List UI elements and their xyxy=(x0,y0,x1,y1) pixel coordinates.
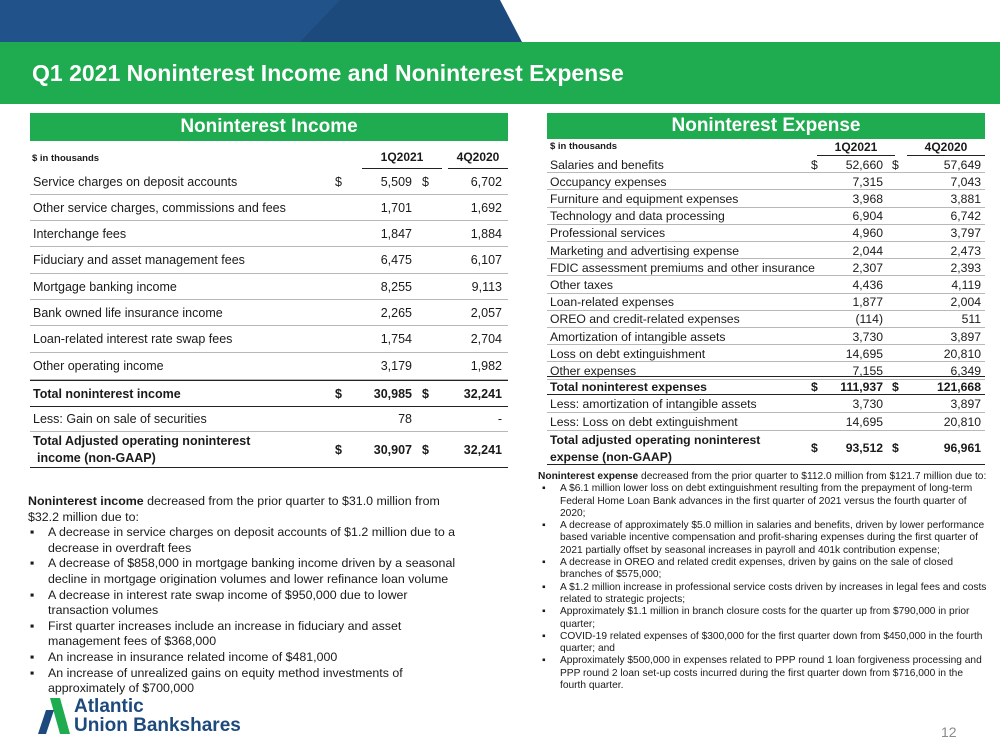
income-row-value: 9,113 xyxy=(471,279,502,294)
income-row-value: 30,907 xyxy=(373,442,412,457)
income-row-value: 6,475 xyxy=(380,253,412,267)
expense-row-value: 4,436 xyxy=(852,277,883,292)
expense-row xyxy=(547,208,985,225)
income-row-value: 32,241 xyxy=(463,387,502,401)
income-row xyxy=(30,169,508,195)
expense-row-value: 6,349 xyxy=(950,363,981,378)
expense-col-1q2021: 1Q2021 xyxy=(817,140,895,156)
expense-col-4q2020: 4Q2020 xyxy=(907,140,985,156)
expense-row-label: Other taxes xyxy=(550,277,613,292)
income-row xyxy=(30,221,508,247)
expense-row-label: Total noninterest expenses xyxy=(550,379,707,394)
expense-bullet: ▪ A $6.1 million lower loss on debt extinguishment resulting from the prepayment of long-term Federal Home Loan Bank advances in the first quarter of 2021 versus the fourth quarter of 2020; xyxy=(540,483,988,520)
expense-section-header: Noninterest Expense xyxy=(547,113,985,139)
income-row-value: 6,702 xyxy=(470,174,502,189)
income-bullet: ▪ A decrease in service charges on deposit accounts of $1.2 million due to a decrease in overdraft fees xyxy=(28,525,468,556)
expense-row-value: 111,937 xyxy=(840,379,883,394)
expense-row xyxy=(547,345,985,362)
expense-row-value: 57,649 xyxy=(943,157,981,172)
expense-row-currency: $ xyxy=(892,157,899,172)
expense-row-label: Professional services xyxy=(550,226,666,241)
expense-row-value: 3,797 xyxy=(950,226,981,241)
expense-row-value: 52,660 xyxy=(845,157,883,172)
expense-row-currency: $ xyxy=(892,441,899,455)
expense-row-currency: $ xyxy=(811,157,818,172)
expense-bullet-list xyxy=(538,483,988,692)
income-row-label: Other operating income xyxy=(33,359,164,373)
expense-row xyxy=(547,259,985,276)
income-row-value: 1,692 xyxy=(470,200,502,215)
expense-row-value: 511 xyxy=(961,312,981,327)
income-col-1q2021: 1Q2021 xyxy=(362,150,442,169)
income-row xyxy=(30,274,508,300)
expense-row-label-line: Total adjusted operating noninterest xyxy=(550,433,761,447)
income-row-label: Total noninterest income xyxy=(33,387,181,401)
expense-row-value: 2,473 xyxy=(950,243,981,258)
income-row-currency: $ xyxy=(335,387,342,401)
expense-row-value: 4,119 xyxy=(951,277,981,292)
income-row xyxy=(30,432,508,468)
income-row-value: 2,704 xyxy=(470,332,502,346)
expense-row-currency: $ xyxy=(892,379,899,394)
income-row-currency: $ xyxy=(335,174,342,189)
expense-row-label: Salaries and benefits xyxy=(550,157,664,172)
expense-row xyxy=(547,311,985,328)
expense-row-value: 2,307 xyxy=(852,260,883,275)
expense-row xyxy=(547,395,985,413)
income-row-value: 3,179 xyxy=(380,359,412,373)
expense-bullet: ▪ COVID-19 related expenses of $300,000 for the first quarter down from $450,000 in the fourth quarter; and xyxy=(540,631,988,656)
income-row-label: Other service charges, commissions and fees xyxy=(33,200,286,215)
income-row-value: 32,241 xyxy=(463,442,502,457)
income-row-label-line: income (non-GAAP) xyxy=(37,451,156,465)
expense-row-label: Loss on debt extinguishment xyxy=(550,346,706,361)
expense-row-value: 96,961 xyxy=(943,441,981,455)
expense-row-value: 4,960 xyxy=(852,226,883,241)
expense-row xyxy=(547,376,985,395)
income-bullet: ▪ An increase of unrealized gains on equity method investments of approximately of $700,000 xyxy=(28,666,468,697)
income-row xyxy=(30,300,508,326)
income-col-4q2020: 4Q2020 xyxy=(448,150,508,169)
income-row-currency: $ xyxy=(422,174,429,189)
expense-commentary-lead: Noninterest expense decreased from the prior quarter to $112.0 million from $121.7 million due to: xyxy=(538,471,987,482)
income-row-value: 1,884 xyxy=(470,226,502,241)
income-row xyxy=(30,353,508,380)
expense-row-label: OREO and credit-related expenses xyxy=(550,312,740,327)
logo-mark-icon xyxy=(36,696,72,736)
income-row-currency: $ xyxy=(335,442,342,457)
expense-row-value: 3,897 xyxy=(950,397,981,411)
income-section-header: Noninterest Income xyxy=(30,113,508,141)
expense-row xyxy=(547,276,985,293)
income-row-value: 6,107 xyxy=(470,253,502,267)
income-row xyxy=(30,407,508,432)
income-row-label: Service charges on deposit accounts xyxy=(33,174,238,189)
expense-bullet: ▪ A decrease in OREO and related credit expenses, driven by gains on the sale of closed branches of $575,000; xyxy=(540,557,988,582)
logo-line-2: Union Bankshares xyxy=(74,715,241,736)
expense-row-label-line: expense (non-GAAP) xyxy=(550,450,672,464)
income-commentary xyxy=(28,494,468,697)
expense-row-value: 6,742 xyxy=(950,209,981,224)
income-units-label: $ in thousands xyxy=(32,153,100,164)
expense-bullet: ▪ Approximately $1.1 million in branch closure costs for the quarter up from $790,000 in prior quarter; xyxy=(540,606,988,631)
income-row-label xyxy=(33,433,250,467)
expense-bullet: ▪ Approximately $500,000 in expenses related to PPP round 1 loan forgiveness processing and PPP round 2 loan set-up costs incurred during the first quarter down from $716,000 in the fourth quarter. xyxy=(540,655,988,692)
income-commentary-lead: Noninterest income decreased from the prior quarter to $31.0 million from $32.2 million due to: xyxy=(28,494,440,524)
expense-row-label: Loan-related expenses xyxy=(550,295,674,310)
income-row-value: 1,754 xyxy=(380,332,412,346)
income-row-value: 78 xyxy=(398,412,412,426)
expense-commentary xyxy=(538,471,988,692)
expense-row-label: Furniture and equipment expenses xyxy=(550,191,739,206)
income-bullet: ▪ A decrease of $858,000 in mortgage banking income driven by a seasonal decline in mortgage origination volumes and lower refinance loan volume xyxy=(28,556,468,587)
expense-row-value: 2,044 xyxy=(852,243,883,258)
expense-units-label: $ in thousands xyxy=(550,141,618,152)
expense-row-label: Less: Loss on debt extinguishment xyxy=(550,415,738,429)
income-row-value: - xyxy=(497,412,502,426)
expense-row-value: 3,897 xyxy=(950,329,981,344)
expense-row xyxy=(547,431,985,465)
expense-table xyxy=(547,139,985,469)
expense-row xyxy=(547,156,985,173)
expense-row-value: 7,315 xyxy=(852,174,883,189)
expense-row-value: 20,810 xyxy=(943,346,981,361)
expense-row-label: Amortization of intangible assets xyxy=(550,329,726,344)
income-row-label: Bank owned life insurance income xyxy=(33,305,223,320)
expense-row-value: 3,730 xyxy=(852,329,883,344)
income-row-value: 1,982 xyxy=(470,359,502,373)
income-row-value: 8,255 xyxy=(380,279,412,294)
income-row xyxy=(30,326,508,353)
expense-row-label: FDIC assessment premiums and other insurance xyxy=(550,260,815,275)
expense-row-value: 3,881 xyxy=(950,191,981,206)
expense-row-value: 121,668 xyxy=(936,379,981,394)
expense-row-value: 3,968 xyxy=(852,191,883,206)
income-row xyxy=(30,195,508,221)
expense-row-label: Occupancy expenses xyxy=(550,174,667,189)
income-bullet: ▪ An increase in insurance related income of $481,000 xyxy=(28,650,468,666)
income-row-label: Mortgage banking income xyxy=(33,279,177,294)
expense-row-value: 7,043 xyxy=(950,174,981,189)
income-bullet: ▪ A decrease in interest rate swap income of $950,000 due to lower transaction volumes xyxy=(28,588,468,619)
income-row-value: 1,847 xyxy=(380,226,412,241)
expense-row-value: 14,695 xyxy=(845,346,883,361)
expense-row-value: 14,695 xyxy=(845,415,883,429)
income-row-value: 1,701 xyxy=(380,200,412,215)
income-row-label: Interchange fees xyxy=(33,226,127,241)
income-row-label: Loan-related interest rate swap fees xyxy=(33,332,233,346)
income-row xyxy=(30,247,508,274)
expense-row-value: 93,512 xyxy=(845,441,883,455)
expense-row-value: (114) xyxy=(855,312,883,327)
expense-row xyxy=(547,242,985,259)
expense-row-label: Marketing and advertising expense xyxy=(550,243,740,258)
expense-row xyxy=(547,328,985,345)
income-row-label: Fiduciary and asset management fees xyxy=(33,253,245,267)
page-number: 12 xyxy=(941,724,957,740)
expense-row xyxy=(547,225,985,242)
top-banner-band xyxy=(0,0,1000,42)
atlantic-union-logo xyxy=(36,696,286,738)
expense-row xyxy=(547,173,985,190)
expense-row-value: 2,393 xyxy=(950,260,981,275)
slide-title: Q1 2021 Noninterest Income and Noninterest Expense xyxy=(32,60,624,86)
income-bullet: ▪ First quarter increases include an increase in fiduciary and asset management fees of $368,000 xyxy=(28,619,468,650)
income-row xyxy=(30,380,508,407)
expense-row-value: 7,155 xyxy=(852,363,883,378)
expense-row xyxy=(547,190,985,207)
expense-bullet: ▪ A decrease of approximately $5.0 million in salaries and benefits, driven by lower performance based variable incentive compensation and profit-sharing expenses during the first quarter of 2021 partially offset by seasonal increases in payroll and 401k contribution expense; xyxy=(540,520,988,557)
expense-row-label: Other expenses xyxy=(550,363,637,378)
expense-row-value: 2,004 xyxy=(950,295,981,310)
expense-row-label: Less: amortization of intangible assets xyxy=(550,397,757,411)
income-table xyxy=(30,141,508,471)
income-row-value: 30,985 xyxy=(373,387,412,401)
income-bullet-list xyxy=(28,525,468,697)
logo-line-1: Atlantic xyxy=(74,696,144,717)
income-row-label: Less: Gain on sale of securities xyxy=(33,412,207,426)
income-row-currency: $ xyxy=(422,387,429,401)
income-row-value: 5,509 xyxy=(380,174,412,189)
expense-row-currency: $ xyxy=(811,441,818,455)
expense-row-value: 1,877 xyxy=(852,295,883,310)
expense-row-value: 20,810 xyxy=(943,415,981,429)
income-row-value: 2,057 xyxy=(470,305,502,320)
income-row-currency: $ xyxy=(422,442,429,457)
expense-row-label: Technology and data processing xyxy=(550,209,725,224)
expense-row-value: 3,730 xyxy=(852,397,883,411)
income-row-value: 2,265 xyxy=(380,305,412,320)
expense-bullet: ▪ A $1.2 million increase in professional service costs driven by increases in legal fees and costs related to strategic projects; xyxy=(540,582,988,607)
expense-row xyxy=(547,413,985,431)
expense-row-currency: $ xyxy=(811,379,818,394)
income-row-label-line: Total Adjusted operating noninterest xyxy=(33,434,251,448)
expense-row-value: 6,904 xyxy=(852,209,883,224)
expense-row-label xyxy=(550,432,760,466)
expense-row xyxy=(547,294,985,311)
